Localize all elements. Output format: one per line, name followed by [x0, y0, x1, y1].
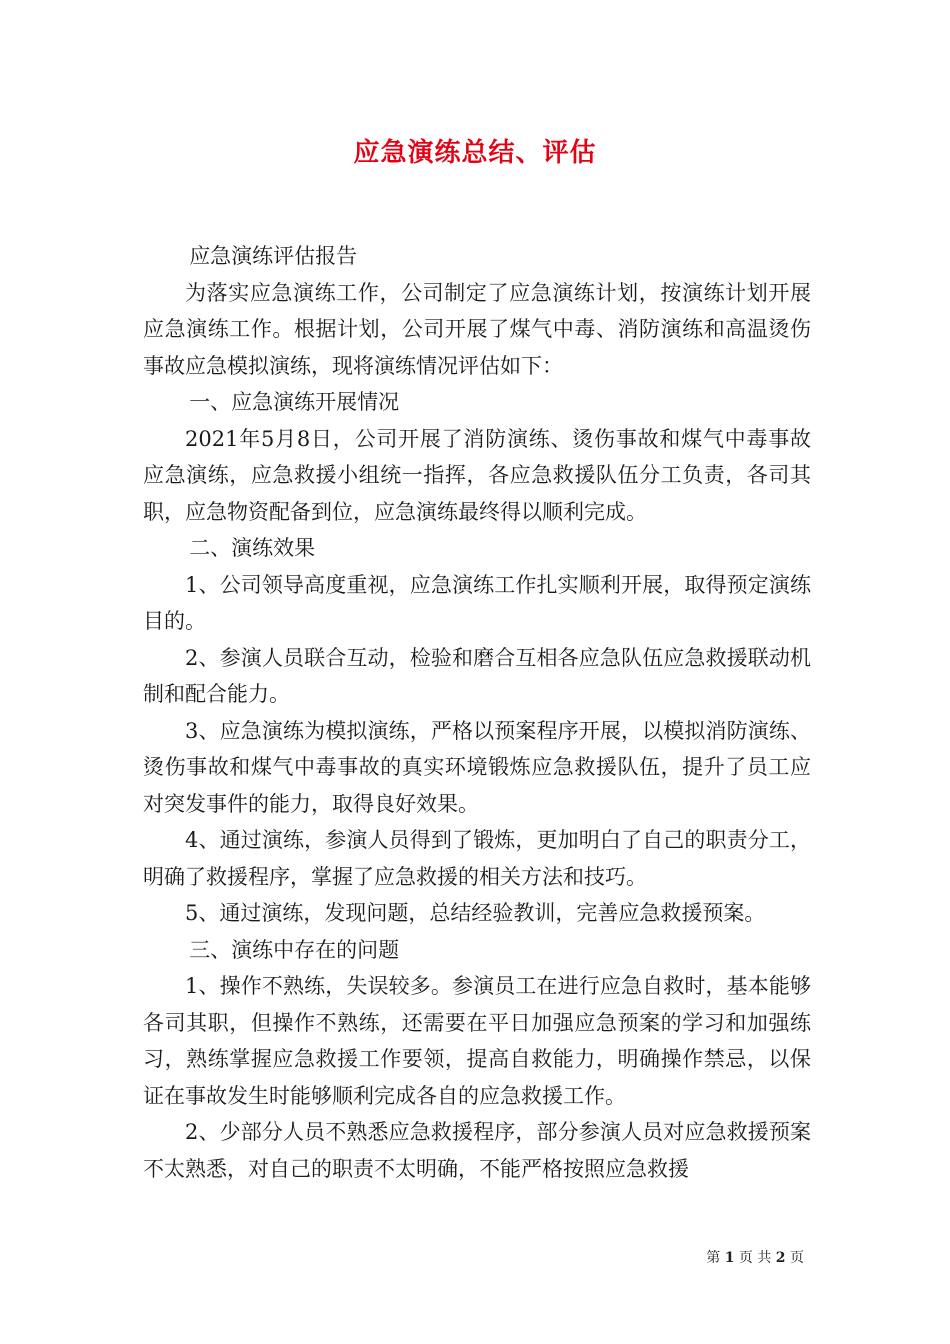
section-heading-3: 三、演练中存在的问题: [189, 937, 400, 962]
effect-item-5: 5、通过演练，发现问题，总结经验教训，完善应急救援预案。: [185, 901, 766, 925]
section-1-paragraph: 2021年5月8日，公司开展了消防演练、烫伤事故和煤气中毒事故应急演练，应急救援小组统一指挥，各应急救援队伍分工负责，各司其职，应急物资配备到位，应急演练最终得以顺利完成。: [143, 426, 811, 524]
footer-suffix: 页: [790, 1250, 804, 1266]
section-heading-1: 一、应急演练开展情况: [189, 390, 400, 414]
footer-current-page: 1: [724, 1250, 735, 1266]
section-heading-2: 二、演练效果: [189, 536, 316, 560]
intro-paragraph: 为落实应急演练工作，公司制定了应急演练计划，按演练计划开展应急演练工作。根据计划，公司开展了煤气中毒、消防演练和高温烫伤事故应急模拟演练，现将演练情况评估如下：: [143, 280, 811, 378]
document-title: 应急演练总结、评估: [353, 138, 597, 168]
footer-total-pages: 2: [775, 1250, 786, 1266]
report-heading: 应急演练评估报告: [189, 244, 358, 268]
page-footer: [0, 1247, 804, 1267]
effect-item-1: 1、公司领导高度重视，应急演练工作扎实顺利开展，取得预定演练目的。: [143, 572, 811, 633]
document-body: [143, 238, 811, 1187]
effect-item-2: 2、参演人员联合互动，检验和磨合互相各应急队伍应急救援联动机制和配合能力。: [143, 645, 811, 706]
effect-item-3: 3、应急演练为模拟演练，严格以预案程序开展，以模拟消防演练、烫伤事故和煤气中毒事故的真实环境锻炼应急救援队伍，提升了员工应对突发事件的能力，取得良好效果。: [143, 718, 811, 816]
footer-middle: 页 共: [738, 1250, 772, 1266]
footer-prefix: 第: [706, 1250, 721, 1266]
problem-item-1: 1、操作不熟练，失误较多。参演员工在进行应急自救时，基本能够各司其职，但操作不熟练，还需要在平日加强应急预案的学习和加强练习，熟练掌握应急救援工作要领，提高自救能力，明确操作禁忌，以保证在事故发生时能够顺利完成各自的应急救援工作。: [143, 974, 811, 1108]
problem-item-2: 2、少部分人员不熟悉应急救援程序，部分参演人员对应急救援预案不太熟悉，对自己的职责不太明确，不能严格按照应急救援: [143, 1120, 811, 1181]
effect-item-4: 4、通过演练，参演人员得到了锻炼，更加明白了自己的职责分工，明确了救援程序，掌握了应急救援的相关方法和技巧。: [143, 828, 811, 889]
